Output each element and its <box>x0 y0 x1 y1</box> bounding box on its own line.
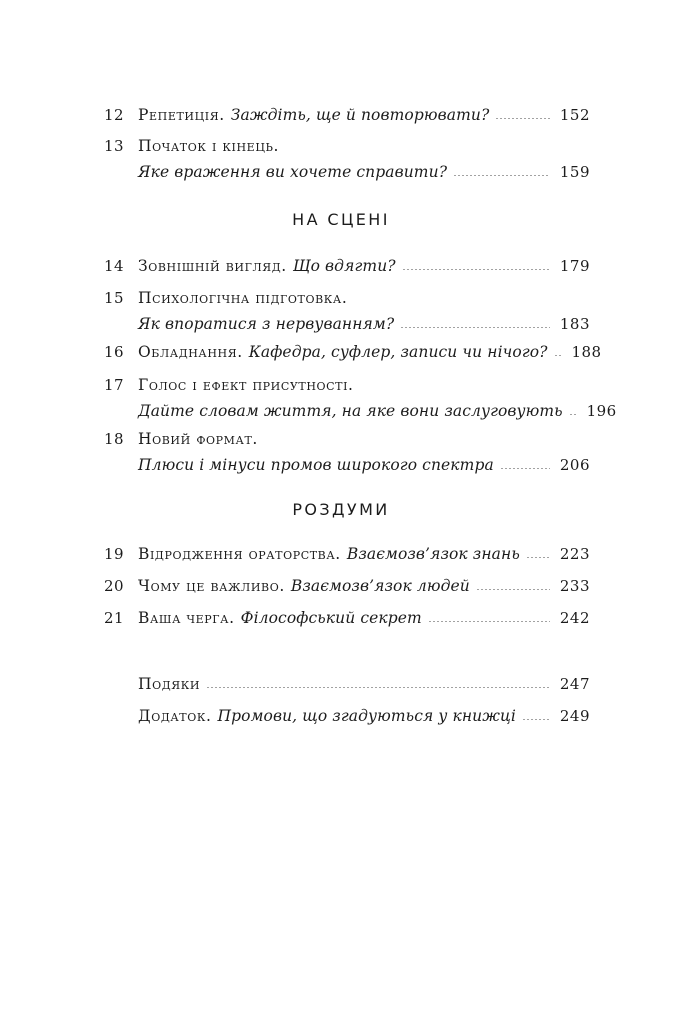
page-number: 242 <box>559 609 590 627</box>
chapter-title: Психологічна підготовка. <box>138 289 348 307</box>
chapter-title: Ваша черга. <box>138 609 235 627</box>
page-number: 249 <box>559 707 590 725</box>
toc-entry-20[interactable] <box>104 573 590 599</box>
entry-title: Додаток. <box>138 707 212 725</box>
toc-entry-21[interactable] <box>104 605 590 631</box>
dot-leader <box>400 327 550 328</box>
chapter-title: Відродження ораторства. <box>138 545 341 563</box>
dot-leader <box>206 687 550 688</box>
page-number: 152 <box>559 106 590 124</box>
dot-leader <box>500 468 550 469</box>
page-number: 159 <box>559 163 590 181</box>
dot-leader <box>453 175 550 176</box>
entry-title: Подяки <box>138 675 201 693</box>
chapter-number: 18 <box>104 430 125 448</box>
section-heading-on-stage: НА СЦЕНІ <box>292 210 390 229</box>
toc-entry-13[interactable] <box>104 133 590 185</box>
chapter-subtitle: Кафедра, суфлер, записи чи нічого? <box>248 343 548 361</box>
chapter-number: 17 <box>104 376 125 394</box>
toc-entry-14[interactable] <box>104 253 590 279</box>
chapter-title: Початок і кінець. <box>138 137 280 155</box>
page-number: 233 <box>559 577 590 595</box>
entry-subtitle: Промови, що згадуються у книжці <box>217 707 516 725</box>
dot-leader <box>495 118 550 119</box>
dot-leader <box>428 621 550 622</box>
dot-leader <box>569 414 577 415</box>
chapter-subtitle: Філософський секрет <box>240 609 422 627</box>
page-number: 223 <box>559 545 590 563</box>
toc-entry-15[interactable] <box>104 285 590 337</box>
toc-entry-appendix[interactable] <box>104 703 590 729</box>
toc-entry-12[interactable] <box>104 102 590 128</box>
toc-entry-19[interactable] <box>104 541 590 567</box>
toc-entry-17[interactable] <box>104 372 617 424</box>
chapter-title: Голос і ефект присутності. <box>138 376 354 394</box>
chapter-subtitle: Яке враження ви хочете справити? <box>138 163 448 181</box>
page-number: 179 <box>559 257 590 275</box>
page-number: 196 <box>586 402 617 420</box>
chapter-number: 20 <box>104 577 125 595</box>
chapter-title: Новий формат. <box>138 430 258 448</box>
chapter-subtitle: Взаємозв’язок знань <box>346 545 520 563</box>
chapter-subtitle: Дайте словам життя, на яке вони заслуговують <box>138 402 563 420</box>
dot-leader <box>522 719 550 720</box>
chapter-subtitle: Що вдягти? <box>292 257 396 275</box>
toc-entry-acknowledgements[interactable] <box>104 671 590 697</box>
chapter-title: Чому це важливо. <box>138 577 285 595</box>
chapter-number: 16 <box>104 343 125 361</box>
chapter-title: Репетиція. <box>138 106 225 124</box>
section-heading-reflections: РОЗДУМИ <box>292 500 390 519</box>
toc-entry-16[interactable] <box>104 339 602 365</box>
page-number: 206 <box>559 456 590 474</box>
dot-leader <box>402 269 550 270</box>
chapter-title: Обладнання. <box>138 343 243 361</box>
chapter-number: 21 <box>104 609 125 627</box>
dot-leader <box>554 355 562 356</box>
chapter-number: 13 <box>104 137 125 155</box>
chapter-title: Зовнішній вигляд. <box>138 257 287 275</box>
chapter-subtitle: Як впоратися з нервуванням? <box>138 315 395 333</box>
dot-leader <box>526 557 550 558</box>
toc-entry-18[interactable] <box>104 426 590 478</box>
page-number: 247 <box>559 675 590 693</box>
chapter-subtitle: Плюси і мінуси промов широкого спектра <box>138 456 494 474</box>
chapter-number: 19 <box>104 545 125 563</box>
dot-leader <box>476 589 550 590</box>
chapter-subtitle: Заждіть, ще й повторювати? <box>230 106 490 124</box>
chapter-number: 12 <box>104 106 125 124</box>
chapter-number: 14 <box>104 257 125 275</box>
page-number: 183 <box>559 315 590 333</box>
chapter-number: 15 <box>104 289 125 307</box>
chapter-subtitle: Взаємозв’язок людей <box>290 577 470 595</box>
page-number: 188 <box>571 343 602 361</box>
